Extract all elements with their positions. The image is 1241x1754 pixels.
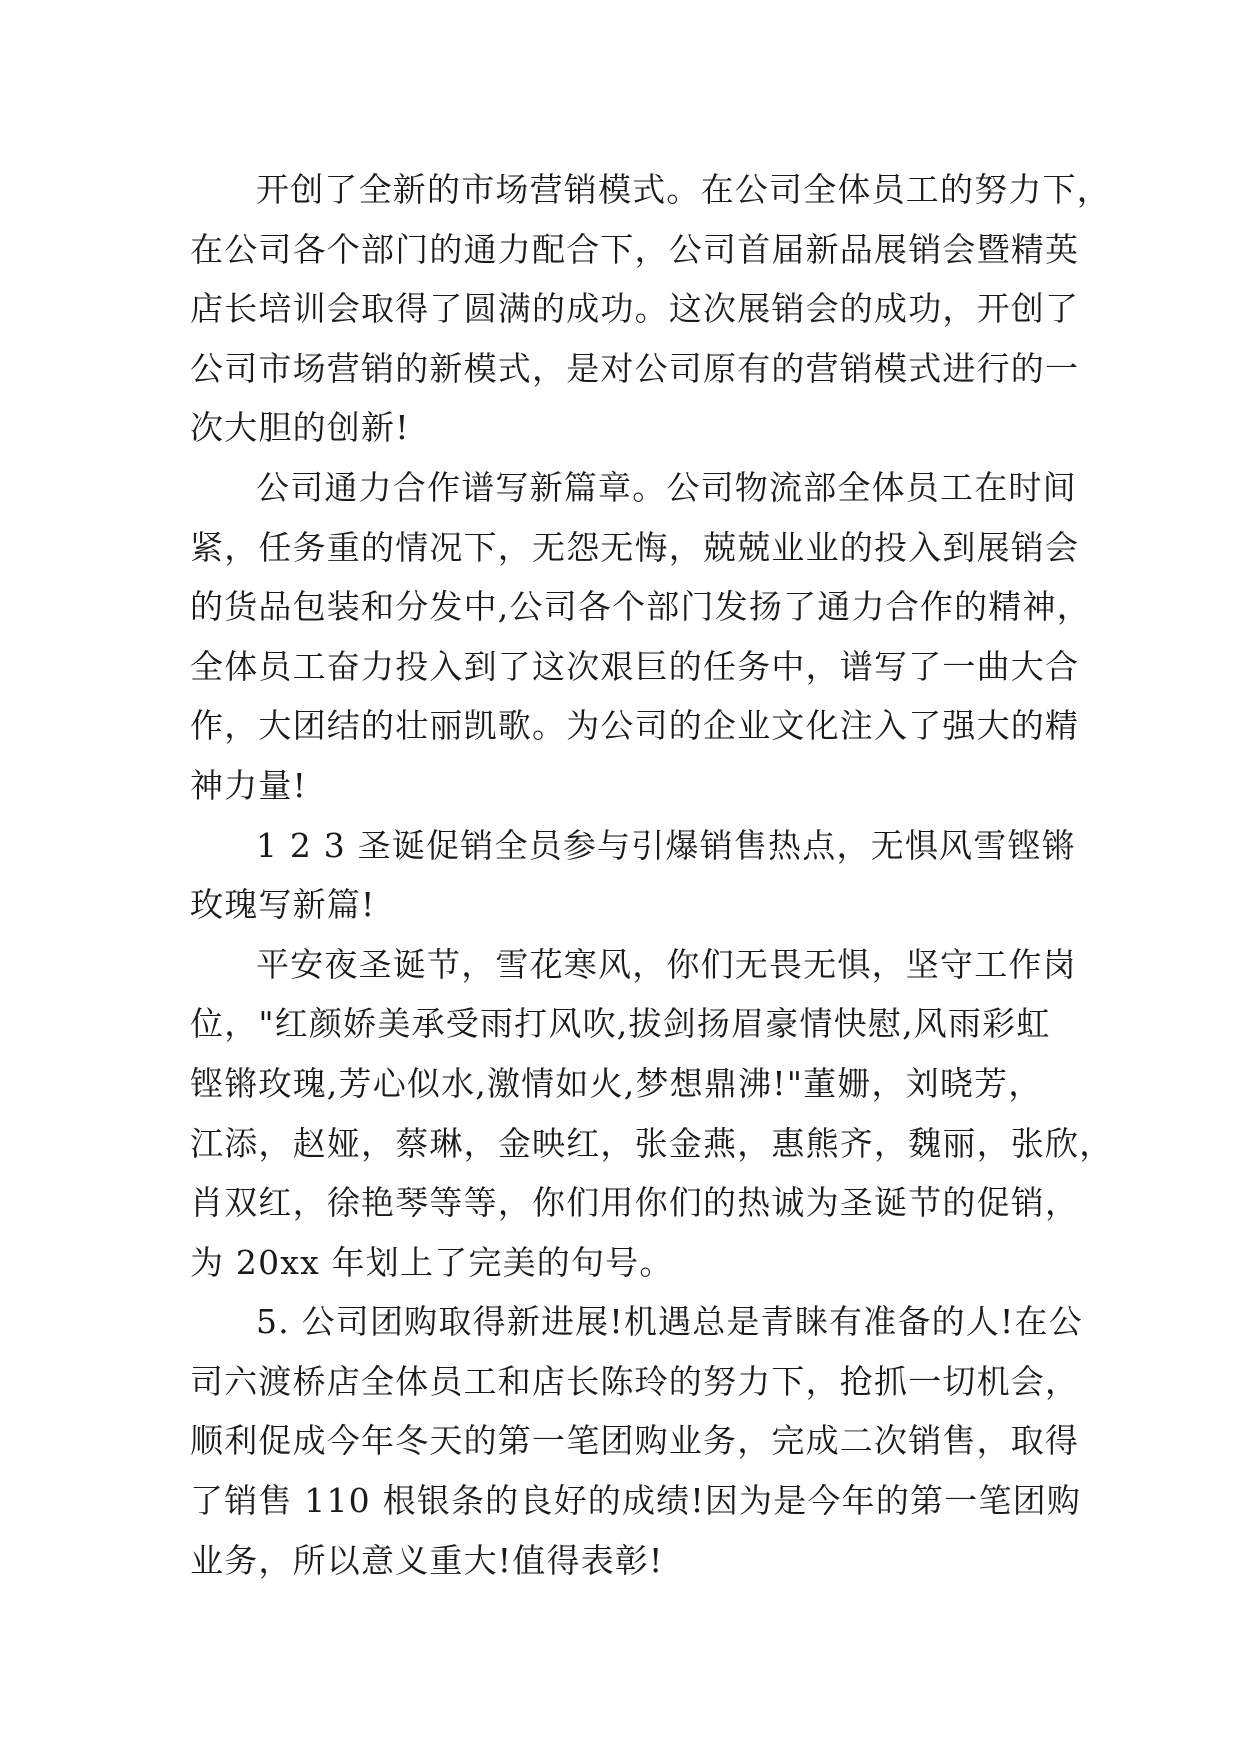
- text-line: 1 2 3 圣诞促销全员参与引爆销售热点，无惧风雪铿锵: [256, 825, 1076, 865]
- paragraph-5: [190, 1292, 1083, 1590]
- text-line: 店长培训会取得了圆满的成功。这次展销会的成功，开创了: [190, 289, 1080, 329]
- text-line: 5. 公司团购取得新进展!机遇总是青睐有准备的人!在公: [256, 1302, 1083, 1342]
- text-line: 全体员工奋力投入到了这次艰巨的任务中，谱写了一曲大合: [190, 646, 1080, 686]
- text-line: 为 20xx 年划上了完美的句号。: [190, 1242, 674, 1282]
- text-line: 肖双红，徐艳琴等等，你们用你们的热诚为圣诞节的促销，: [190, 1183, 1080, 1223]
- document-body: [190, 160, 1114, 1590]
- text-line: 司六渡桥店全体员工和店长陈玲的努力下，抢抓一切机会，: [190, 1361, 1080, 1401]
- text-line: 顺利促成今年冬天的第一笔团购业务，完成二次销售，取得: [190, 1421, 1080, 1461]
- text-line: 在公司各个部门的通力配合下，公司首届新品展销会暨精英: [190, 229, 1080, 269]
- text-line: 位，"红颜娇美承受雨打风吹,拔剑扬眉豪情快慰,风雨彩虹: [190, 1004, 1051, 1044]
- paragraph-2: [190, 458, 1091, 816]
- text-line: 的货品包装和分发中,公司各个部门发扬了通力合作的精神，: [190, 587, 1091, 627]
- text-line: 江添，赵娅，蔡琳，金映红，张金燕，惠熊齐，魏丽，张欣，: [190, 1123, 1114, 1163]
- text-line: 公司通力合作谱写新篇章。公司物流部全体员工在时间: [256, 467, 1077, 507]
- text-line: 业务，所以意义重大!值得表彰!: [190, 1540, 664, 1580]
- text-line: 作，大团结的壮丽凯歌。为公司的企业文化注入了强大的精: [190, 706, 1080, 746]
- text-line: 了销售 110 根银条的良好的成绩!因为是今年的第一笔团购: [190, 1481, 1082, 1521]
- text-line: 紧，任务重的情况下，无怨无悔，兢兢业业的投入到展销会: [190, 527, 1080, 567]
- text-line: 次大胆的创新!: [190, 408, 410, 448]
- text-line: 神力量!: [190, 765, 308, 805]
- text-line: 铿锵玫瑰,芳心似水,激情如火,梦想鼎沸!"董姗，刘晓芳，: [190, 1063, 1043, 1103]
- paragraph-1: [190, 160, 1111, 458]
- text-line: 玫瑰写新篇!: [190, 885, 376, 925]
- paragraph-3: [190, 816, 1080, 935]
- text-line: 开创了全新的市场营销模式。在公司全体员工的努力下，: [256, 170, 1111, 209]
- text-line: 公司市场营销的新模式，是对公司原有的营销模式进行的一: [190, 348, 1080, 388]
- text-line: 平安夜圣诞节，雪花寒风，你们无畏无惧，坚守工作岗: [256, 944, 1077, 984]
- paragraph-4: [190, 935, 1114, 1293]
